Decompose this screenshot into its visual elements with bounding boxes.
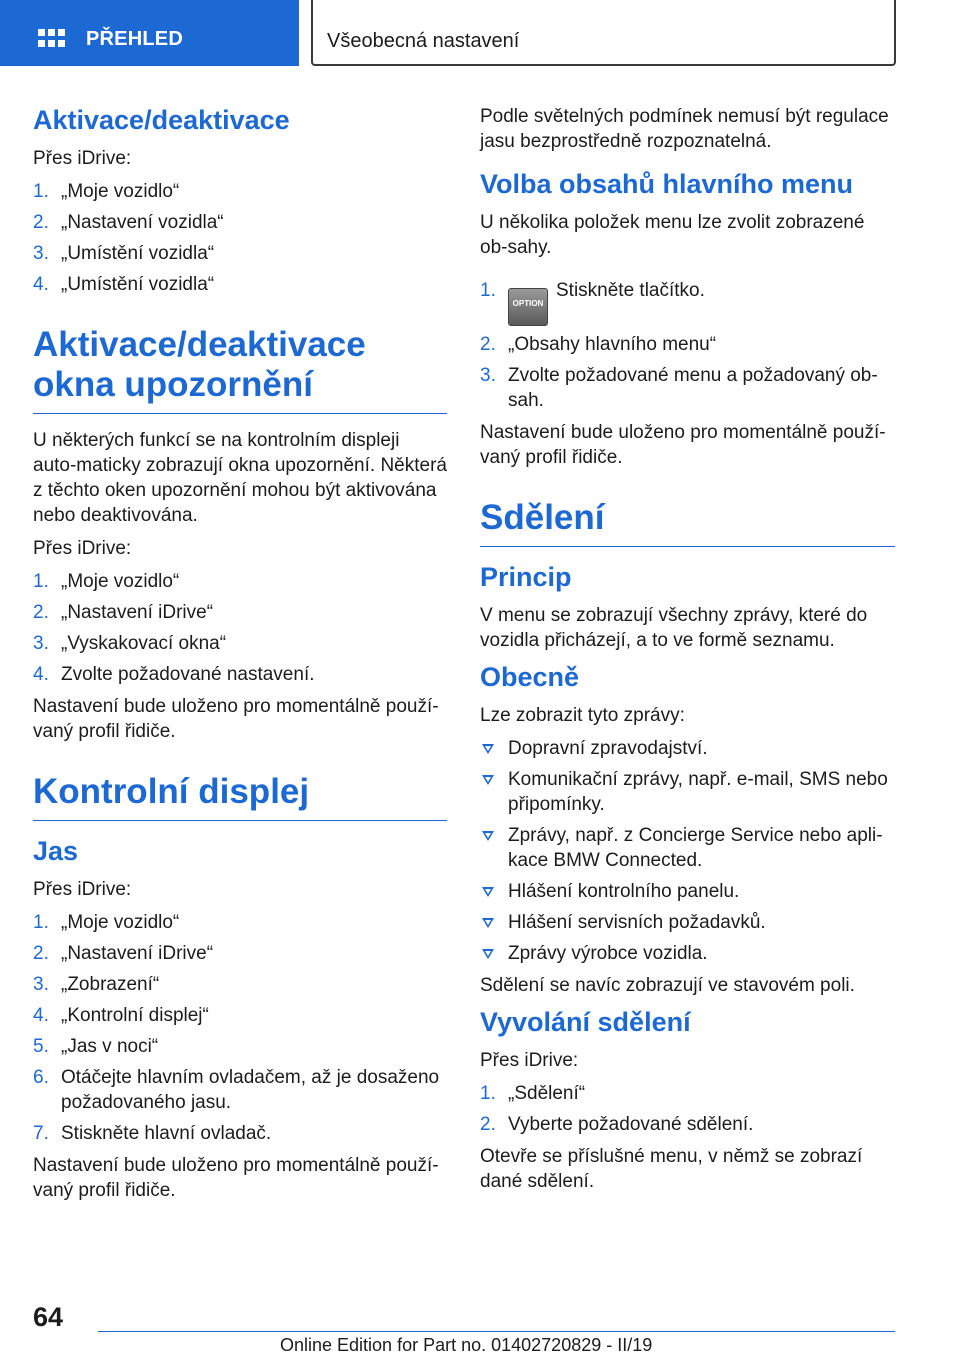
list-item: 2. „Nastavení iDrive“ [33, 602, 214, 623]
s2-text: U některých funkcí se na kontrolním displeji auto‐maticky zobrazují okna upozornění. Některá z těchto oken upozornění mohou být aktivována nebo deaktivována. [33, 430, 447, 526]
s2-steps [33, 569, 447, 687]
list-item: 4. „Kontrolní displej“ [33, 1005, 209, 1026]
list-item: 4. „Umístění vozidla“ [33, 274, 215, 295]
list-item: 3. „Zobrazení“ [33, 974, 160, 995]
list-item: 5. „Jas v noci“ [33, 1036, 159, 1057]
s5-intro: Přes iDrive: [480, 1050, 579, 1071]
s4-text: U několika položek menu lze zvolit zobrazené ob‐sahy. [480, 212, 865, 258]
section-tab-label: Všeobecná nastavení [327, 30, 520, 52]
s5-text2: Lze zobrazit tyto zprávy: [480, 705, 685, 726]
option-button-icon: OPTION [508, 288, 548, 326]
list-item: 1. „Moje vozidlo“ [33, 571, 180, 592]
s1-intro: Přes iDrive: [33, 148, 132, 169]
heading-vyvolani-sdeleni: Vyvolání sdělení [480, 1007, 691, 1037]
page-number: 64 [33, 1302, 64, 1332]
right-column [480, 96, 895, 1202]
list-item: 1. „Sdělení“ [480, 1083, 586, 1104]
s3-steps [33, 910, 447, 1146]
s3-note: Nastavení bude uloženo pro momentálně použí‐vaný profil řidiče. [33, 1155, 439, 1201]
list-item: 3. „Vyskakovací okna“ [33, 633, 227, 654]
heading-obecne: Obecně [480, 662, 580, 692]
left-column [33, 96, 447, 1211]
s5-bullets [480, 736, 895, 966]
heading-kontrolni-displej: Kontrolní displej [33, 772, 447, 821]
s5-note: Otevře se příslušné menu, v němž se zobrazí dané sdělení. [480, 1146, 863, 1192]
overview-tab[interactable] [0, 0, 299, 66]
heading-sdeleni: Sdělení [480, 498, 895, 547]
list-item: 2. „Obsahy hlavního menu“ [480, 334, 717, 355]
s4-steps [480, 278, 895, 413]
grid-icon [38, 29, 66, 51]
list-item: 2. „Nastavení vozidla“ [33, 212, 224, 233]
heading-jas: Jas [33, 836, 79, 866]
heading-volba-obsahu: Volba obsahů hlavního menu [480, 169, 854, 199]
triangle-bullet-icon [482, 918, 494, 928]
s5-text1: V menu se zobrazují všechny zprávy, které do vozidla přicházejí, a to ve formě seznamu. [480, 605, 868, 651]
section-tab[interactable] [311, 0, 896, 66]
s3-intro: Přes iDrive: [33, 879, 132, 900]
s4-note: Nastavení bude uloženo pro momentálně použí‐vaný profil řidiče. [480, 422, 886, 468]
list-item: 3. Zvolte požadované menu a požadovaný ob‐sah. [480, 365, 878, 411]
list-item: 7. Stiskněte hlavní ovladač. [33, 1123, 272, 1144]
list-item: 2. Vyberte požadované sdělení. [480, 1114, 754, 1135]
list-item: Hlášení kontrolního panelu. [480, 879, 895, 904]
list-item: Zprávy výrobce vozidla. [480, 941, 895, 966]
list-item: 4. Zvolte požadované nastavení. [33, 664, 315, 685]
heading-aktivace: Aktivace/deaktivace [33, 105, 290, 135]
list-item: Zprávy, např. z Concierge Service nebo apli‐kace BMW Connected. [480, 823, 895, 873]
heading-okna-upozorneni: Aktivace/deaktivace okna upozornění [33, 325, 447, 414]
brightness-note: Podle světelných podmínek nemusí být regulace jasu bezprostředně rozpoznatelná. [480, 106, 889, 152]
top-bar [0, 0, 960, 66]
s5-steps [480, 1081, 895, 1137]
footer-divider [98, 1331, 895, 1332]
list-item: 6. Otáčejte hlavním ovladačem, až je dosaženo požadovaného jasu. [33, 1067, 440, 1113]
footer-edition: Online Edition for Part no. 01402720829 - II/19 [280, 1335, 653, 1355]
triangle-bullet-icon [482, 744, 494, 754]
triangle-bullet-icon [482, 831, 494, 841]
s2-intro: Přes iDrive: [33, 538, 132, 559]
list-item: Dopravní zpravodajství. [480, 736, 895, 761]
s5-text3: Sdělení se navíc zobrazují ve stavovém poli. [480, 975, 855, 996]
list-item: Hlášení servisních požadavků. [480, 910, 895, 935]
list-item: 1. „Moje vozidlo“ [33, 912, 180, 933]
list-item: 3. „Umístění vozidla“ [33, 243, 215, 264]
triangle-bullet-icon [482, 775, 494, 785]
s2-note: Nastavení bude uloženo pro momentálně použí‐vaný profil řidiče. [33, 696, 439, 742]
triangle-bullet-icon [482, 887, 494, 897]
heading-princip: Princip [480, 562, 572, 592]
triangle-bullet-icon [482, 949, 494, 959]
list-item: 1. OPTIONStiskněte tlačítko. [480, 278, 895, 326]
s1-steps [33, 179, 447, 297]
list-item: 1. „Moje vozidlo“ [33, 181, 180, 202]
list-item: Komunikační zprávy, např. e-mail, SMS nebo připomínky. [480, 767, 895, 817]
overview-tab-label: PŘEHLED [86, 28, 183, 50]
list-item: 2. „Nastavení iDrive“ [33, 943, 214, 964]
